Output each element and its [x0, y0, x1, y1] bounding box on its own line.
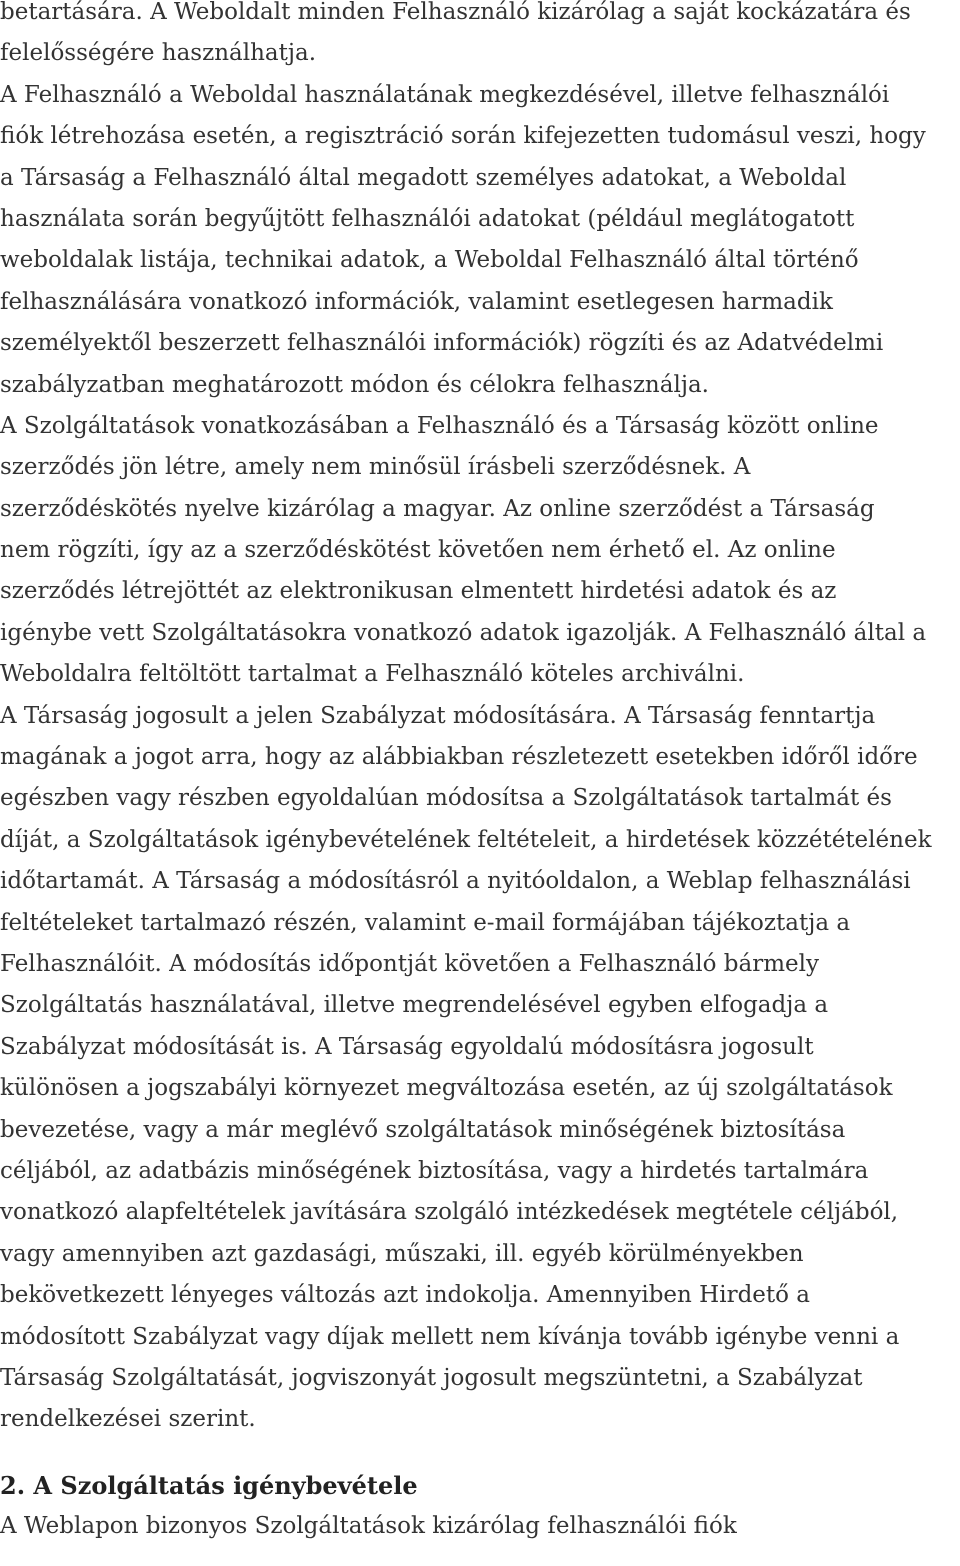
text-line: felhasználására vonatkozó információk, valamint esetlegesen harmadik — [0, 288, 833, 315]
text-line: vagy amennyiben azt gazdasági, műszaki, ill. egyéb körülményekben — [0, 1240, 804, 1267]
text-line: Felhasználóit. A módosítás időpontját követően a Felhasználó bármely — [0, 950, 819, 977]
text-line: a Társaság a Felhasználó által megadott személyes adatokat, a Weboldal — [0, 164, 847, 191]
text-line: céljából, az adatbázis minőségének biztosítása, vagy a hirdetés tartalmára — [0, 1157, 869, 1184]
text-line: betartására. A Weboldalt minden Felhasználó kizárólag a saját kockázatára és — [0, 0, 911, 25]
text-line: módosított Szabályzat vagy díjak mellett nem kívánja tovább igénybe venni a — [0, 1323, 900, 1350]
text-line: felelősségére használhatja. — [0, 40, 317, 67]
text-line: A Szolgáltatások vonatkozásában a Felhasználó és a Társaság között online — [0, 412, 879, 439]
text-line: Szabályzat módosítását is. A Társaság egyoldalú módosításra jogosult — [0, 1033, 814, 1060]
text-line: szerződés létrejöttét az elektronikusan elmentett hirdetési adatok és az — [0, 578, 837, 605]
text-line: nem rögzíti, így az a szerződéskötést követően nem érhető el. Az online — [0, 537, 836, 564]
text-line: vonatkozó alapfeltételek javítására szolgáló intézkedések megtétele céljából, — [0, 1199, 899, 1226]
text-line: különösen a jogszabályi környezet megváltozása esetén, az új szolgáltatások — [0, 1075, 893, 1102]
text-line: rendelkezései szerint. — [0, 1406, 256, 1433]
text-line: magának a jogot arra, hogy az alábbiakban részletezett esetekben időről időre — [0, 744, 918, 771]
text-line: A Weblapon bizonyos Szolgáltatások kizárólag felhasználói fiók — [0, 1513, 737, 1540]
section-heading: 2. A Szolgáltatás igénybevétele — [0, 1470, 418, 1500]
text-line: szerződéskötés nyelve kizárólag a magyar. Az online szerződést a Társaság — [0, 495, 875, 522]
paragraph — [0, 0, 960, 75]
paragraph — [0, 696, 960, 1441]
text-line: feltételeket tartalmazó részén, valamint e-mail formájában tájékoztatja a — [0, 909, 851, 936]
text-line: fiók létrehozása esetén, a regisztráció során kifejezetten tudomásul veszi, hogy — [0, 123, 926, 150]
text-line: weboldalak listája, technikai adatok, a Weboldal Felhasználó által történő — [0, 247, 859, 274]
text-line: bekövetkezett lényeges változás azt indokolja. Amennyiben Hirdető a — [0, 1282, 811, 1309]
text-line: Szolgáltatás használatával, illetve megrendelésével egyben elfogadja a — [0, 992, 829, 1019]
text-line: bevezetése, vagy a már meglévő szolgáltatások minőségének biztosítása — [0, 1116, 846, 1143]
text-line: egészben vagy részben egyoldalúan módosítsa a Szolgáltatások tartalmát és — [0, 785, 892, 812]
paragraph — [0, 406, 960, 696]
text-line: szerződés jön létre, amely nem minősül írásbeli szerződésnek. A — [0, 454, 751, 481]
text-line: időtartamát. A Társaság a módosításról a nyitóoldalon, a Weblap felhasználási — [0, 868, 911, 895]
text-line: A Felhasználó a Weboldal használatának megkezdésével, illetve felhasználói — [0, 81, 890, 108]
text-line: Weboldalra feltöltött tartalmat a Felhasználó köteles archiválni. — [0, 661, 745, 688]
text-line: szabályzatban meghatározott módon és célokra felhasználja. — [0, 371, 709, 398]
text-line: Társaság Szolgáltatását, jogviszonyát jogosult megszüntetni, a Szabályzat — [0, 1364, 863, 1391]
text-line: díját, a Szolgáltatások igénybevételének feltételeit, a hirdetések közzétételének — [0, 826, 932, 853]
section-body — [0, 1506, 960, 1547]
text-line: A Társaság jogosult a jelen Szabályzat módosítására. A Társaság fenntartja — [0, 702, 876, 729]
text-line: igénybe vett Szolgáltatásokra vonatkozó adatok igazolják. A Felhasználó által a — [0, 619, 927, 646]
text-line: személyektől beszerzett felhasználói információk) rögzíti és az Adatvédelmi — [0, 330, 884, 357]
paragraph — [0, 75, 960, 406]
text-line: használata során begyűjtött felhasználói adatokat (például meglátogatott — [0, 205, 855, 232]
